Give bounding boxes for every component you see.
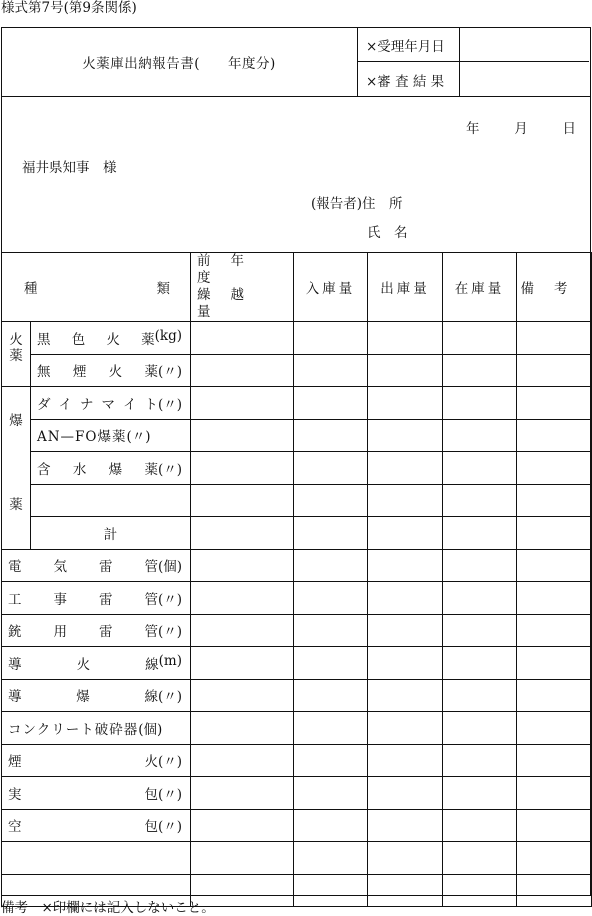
- out-cell[interactable]: [368, 874, 443, 907]
- in-cell[interactable]: [294, 842, 368, 875]
- item-name-cell: [31, 354, 191, 387]
- note-cell[interactable]: [517, 517, 592, 550]
- prev-column-header: [191, 253, 294, 322]
- item-label: [31, 328, 190, 348]
- stock-cell[interactable]: [443, 809, 517, 842]
- out-cell[interactable]: [368, 842, 443, 875]
- footnote: 備考 ×印欄には記入しないこと。: [1, 900, 215, 916]
- in-cell[interactable]: [294, 387, 368, 420]
- in-cell[interactable]: [294, 809, 368, 842]
- review-result-field[interactable]: [460, 62, 589, 97]
- stock-cell[interactable]: [443, 322, 517, 355]
- note-cell[interactable]: [517, 679, 592, 712]
- stock-cell[interactable]: [443, 549, 517, 582]
- in-column-header: 入庫量: [294, 253, 368, 322]
- in-cell[interactable]: [294, 679, 368, 712]
- stock-cell[interactable]: [443, 744, 517, 777]
- in-cell[interactable]: [294, 484, 368, 517]
- out-cell[interactable]: [368, 777, 443, 810]
- item-name: 工 事 雷 管: [8, 591, 158, 608]
- item-name: 黒 色 火 薬: [37, 331, 155, 348]
- in-cell[interactable]: [294, 647, 368, 680]
- out-cell[interactable]: [368, 614, 443, 647]
- item-name-cell: [2, 842, 191, 875]
- out-cell[interactable]: [368, 647, 443, 680]
- item-unit: (〃): [157, 689, 182, 706]
- table-row: [2, 647, 592, 680]
- item-label: [2, 653, 190, 673]
- item-unit: (個): [157, 559, 182, 576]
- item-name-cell: [31, 452, 191, 485]
- out-cell[interactable]: [368, 679, 443, 712]
- out-cell[interactable]: [368, 387, 443, 420]
- inventory-table: [1, 252, 592, 907]
- item-name: 無 煙 火 薬: [37, 364, 158, 381]
- item-name: 煙 火: [8, 754, 158, 771]
- item-unit: (〃): [157, 591, 182, 608]
- prev-cell[interactable]: [191, 387, 294, 420]
- prev-cell[interactable]: [191, 322, 294, 355]
- table-row: [2, 452, 592, 485]
- prev-cell[interactable]: [191, 354, 294, 387]
- note-cell[interactable]: [517, 322, 592, 355]
- prev-cell[interactable]: [191, 744, 294, 777]
- out-cell[interactable]: [368, 517, 443, 550]
- form-reference: 様式第7号(第9条関係): [1, 0, 137, 16]
- table-row: [2, 744, 592, 777]
- item-name-cell: [31, 387, 191, 420]
- type-header-char-1: 種: [24, 281, 38, 297]
- item-name-cell: [2, 647, 191, 680]
- out-cell[interactable]: [368, 744, 443, 777]
- in-cell[interactable]: [294, 712, 368, 745]
- table-row: [2, 419, 592, 452]
- out-cell[interactable]: [368, 809, 443, 842]
- stock-cell[interactable]: [443, 842, 517, 875]
- table-row: [2, 387, 592, 420]
- out-cell[interactable]: [368, 582, 443, 615]
- item-name-cell: [31, 484, 191, 517]
- stock-cell[interactable]: [443, 452, 517, 485]
- stock-cell[interactable]: [443, 517, 517, 550]
- prev-cell[interactable]: [191, 777, 294, 810]
- note-cell[interactable]: [517, 582, 592, 615]
- note-cell[interactable]: [517, 549, 592, 582]
- item-unit: (〃): [157, 819, 182, 836]
- table-row: [2, 712, 592, 745]
- item-unit: (〃): [157, 364, 182, 381]
- item-name-cell: [2, 614, 191, 647]
- in-cell[interactable]: [294, 614, 368, 647]
- table-row: [2, 582, 592, 615]
- item-label: [2, 815, 190, 835]
- in-cell[interactable]: [294, 354, 368, 387]
- note-cell[interactable]: [517, 809, 592, 842]
- item-name-cell: [2, 582, 191, 615]
- item-label: [2, 588, 190, 608]
- table-row: [2, 777, 592, 810]
- note-cell[interactable]: [517, 712, 592, 745]
- report-date[interactable]: [466, 117, 576, 137]
- table-row: [2, 322, 592, 355]
- item-name-cell: [2, 712, 191, 745]
- stock-cell[interactable]: [443, 419, 517, 452]
- table-row: [2, 549, 592, 582]
- note-cell[interactable]: [517, 842, 592, 875]
- out-cell[interactable]: [368, 452, 443, 485]
- item-label: [2, 620, 190, 640]
- in-cell[interactable]: [294, 452, 368, 485]
- item-name-cell: [2, 809, 191, 842]
- item-unit: (〃): [157, 786, 182, 803]
- item-label: [2, 685, 190, 705]
- out-cell[interactable]: [368, 484, 443, 517]
- item-unit: (kg): [154, 327, 182, 344]
- explosive-group-label: 爆 薬: [2, 387, 31, 550]
- prev-cell[interactable]: [191, 712, 294, 745]
- day-label: 日: [562, 121, 576, 137]
- item-name-cell: [31, 419, 191, 452]
- item-name: 銃 用 雷 管: [8, 624, 158, 641]
- prev-cell[interactable]: [191, 582, 294, 615]
- out-cell[interactable]: [368, 549, 443, 582]
- item-name-cell: [2, 777, 191, 810]
- prev-cell[interactable]: [191, 484, 294, 517]
- item-name: 空 包: [8, 819, 158, 836]
- stock-column-header: 在庫量: [443, 253, 517, 322]
- note-cell[interactable]: [517, 614, 592, 647]
- total-row: [2, 517, 592, 550]
- stock-cell[interactable]: [443, 614, 517, 647]
- type-header-char-2: 類: [156, 281, 170, 297]
- table-row: [2, 354, 592, 387]
- note-cell[interactable]: [517, 874, 592, 907]
- year-label: 年: [466, 121, 480, 137]
- stock-cell[interactable]: [443, 354, 517, 387]
- prev-cell[interactable]: [191, 614, 294, 647]
- out-cell[interactable]: [368, 354, 443, 387]
- type-header-text: [2, 277, 190, 297]
- stock-cell[interactable]: [443, 582, 517, 615]
- prev-cell[interactable]: [191, 647, 294, 680]
- note-cell[interactable]: [517, 777, 592, 810]
- form-header: [1, 27, 591, 97]
- item-name: 実 包: [8, 786, 158, 803]
- in-cell[interactable]: [294, 582, 368, 615]
- report-title: 火薬庫出納報告書( 年度分): [1, 27, 358, 96]
- item-label: [2, 783, 190, 803]
- item-name-cell: [2, 744, 191, 777]
- note-cell[interactable]: [517, 452, 592, 485]
- item-name: ダ イ ナ マ イ ト: [37, 396, 158, 413]
- prev-header-line-1: 前年度: [197, 253, 264, 286]
- receipt-date-label: ×受理年月日: [358, 27, 460, 62]
- item-unit: (〃): [157, 396, 182, 413]
- table-header-row: [2, 253, 592, 322]
- note-cell[interactable]: [517, 647, 592, 680]
- stock-cell[interactable]: [443, 712, 517, 745]
- item-unit: (〃): [157, 461, 182, 478]
- total-label: 計: [31, 517, 191, 550]
- note-cell[interactable]: [517, 354, 592, 387]
- item-name: 電 気 雷 管: [8, 559, 158, 576]
- prev-header-line-2: 繰越量: [197, 287, 264, 320]
- note-cell[interactable]: [517, 484, 592, 517]
- stock-cell[interactable]: [443, 387, 517, 420]
- note-column-header: 備考: [517, 253, 592, 322]
- out-cell[interactable]: [368, 419, 443, 452]
- type-column-header: [2, 253, 191, 322]
- gunpowder-group-label: 火 薬: [2, 322, 31, 387]
- in-cell[interactable]: [294, 549, 368, 582]
- item-name-cell: [31, 322, 191, 355]
- prev-cell[interactable]: [191, 517, 294, 550]
- item-unit: (〃): [157, 624, 182, 641]
- prev-cell[interactable]: [191, 679, 294, 712]
- prev-cell[interactable]: [191, 842, 294, 875]
- review-result-label: ×審 査 結 果: [358, 62, 460, 97]
- item-label: AN—FO爆薬 (〃): [37, 429, 151, 446]
- in-cell[interactable]: [294, 744, 368, 777]
- receipt-date-field[interactable]: [460, 27, 589, 62]
- item-label: [2, 555, 190, 575]
- prev-cell[interactable]: [191, 549, 294, 582]
- stock-cell[interactable]: [443, 647, 517, 680]
- in-cell[interactable]: [294, 777, 368, 810]
- table-row: [2, 484, 592, 517]
- prev-cell[interactable]: [191, 419, 294, 452]
- prev-cell[interactable]: [191, 452, 294, 485]
- out-cell[interactable]: [368, 322, 443, 355]
- item-unit: (m): [158, 652, 182, 669]
- item-label: [31, 458, 190, 478]
- item-label: [2, 750, 190, 770]
- table-row: [2, 842, 592, 875]
- month-label: 月: [514, 121, 528, 137]
- item-unit: (〃): [157, 754, 182, 771]
- note-cell[interactable]: [517, 744, 592, 777]
- in-cell[interactable]: [294, 517, 368, 550]
- table-row: [2, 809, 592, 842]
- stock-cell[interactable]: [443, 777, 517, 810]
- in-cell[interactable]: [294, 874, 368, 907]
- item-name-cell: [2, 549, 191, 582]
- item-label: [31, 360, 190, 380]
- reporter-address-label: (報告者)住 所: [311, 196, 403, 212]
- note-cell[interactable]: [517, 419, 592, 452]
- addressee: 福井県知事 様: [22, 160, 117, 176]
- item-label: [31, 393, 190, 413]
- item-label: コンクリート破砕器 (個): [8, 721, 163, 738]
- out-column-header: 出庫量: [368, 253, 443, 322]
- table-row: [2, 679, 592, 712]
- stock-cell[interactable]: [443, 679, 517, 712]
- reporter-name-label: 氏 名: [367, 225, 408, 241]
- stock-cell[interactable]: [443, 874, 517, 907]
- item-name: 含 水 爆 薬: [37, 461, 158, 478]
- item-name: 導 爆 線: [8, 689, 158, 706]
- out-cell[interactable]: [368, 712, 443, 745]
- prev-cell[interactable]: [191, 809, 294, 842]
- in-cell[interactable]: [294, 322, 368, 355]
- stock-cell[interactable]: [443, 484, 517, 517]
- item-name-cell: [2, 679, 191, 712]
- table-row: [2, 614, 592, 647]
- item-name: 導 火 線: [8, 656, 159, 673]
- in-cell[interactable]: [294, 419, 368, 452]
- note-cell[interactable]: [517, 387, 592, 420]
